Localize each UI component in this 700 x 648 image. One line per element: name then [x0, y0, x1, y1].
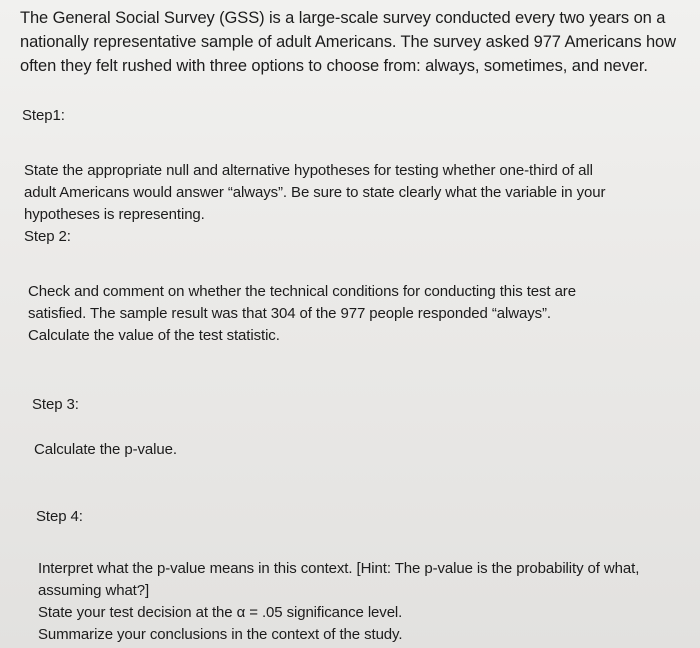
- step4-line: Summarize your conclusions in the context of the study.: [38, 626, 403, 643]
- step3-heading: [32, 394, 79, 416]
- step1-label: Step1:: [22, 107, 65, 124]
- intro-paragraph: [20, 6, 692, 78]
- step2-line: Calculate the value of the test statistic.: [28, 327, 280, 344]
- step1-text: [24, 160, 605, 248]
- step2-line: satisfied. The sample result was that 304 of the 977 people responded “always”.: [28, 305, 551, 322]
- step3-text: [34, 439, 177, 461]
- step4-heading: [36, 506, 83, 528]
- step2-text: [28, 281, 576, 347]
- step1-heading: [22, 105, 65, 127]
- step3-label: Step 3:: [32, 396, 79, 413]
- step4-line: State your test decision at the α = .05 significance level.: [38, 604, 403, 621]
- step1-line: adult Americans would answer “always”. Be sure to state clearly what the variable in your: [24, 184, 606, 201]
- intro-line: nationally representative sample of adult Americans. The survey asked 977 Americans how: [20, 33, 676, 51]
- step4-line: Interpret what the p-value means in this context. [Hint: The p-value is the probability of what,: [38, 560, 640, 577]
- step2-label: Step 2:: [24, 228, 71, 245]
- step3-line: Calculate the p-value.: [34, 441, 177, 458]
- step4-label: Step 4:: [36, 508, 83, 525]
- step4-text: [38, 558, 639, 646]
- step1-line: hypotheses is representing.: [24, 206, 205, 223]
- step4-line: assuming what?]: [38, 582, 150, 599]
- intro-line: often they felt rushed with three options to choose from: always, sometimes, and never.: [20, 57, 648, 75]
- intro-line: The General Social Survey (GSS) is a large-scale survey conducted every two years on a: [20, 9, 666, 27]
- step1-line: State the appropriate null and alternative hypotheses for testing whether one-third of all: [24, 162, 593, 179]
- step2-line: Check and comment on whether the technical conditions for conducting this test are: [28, 283, 576, 300]
